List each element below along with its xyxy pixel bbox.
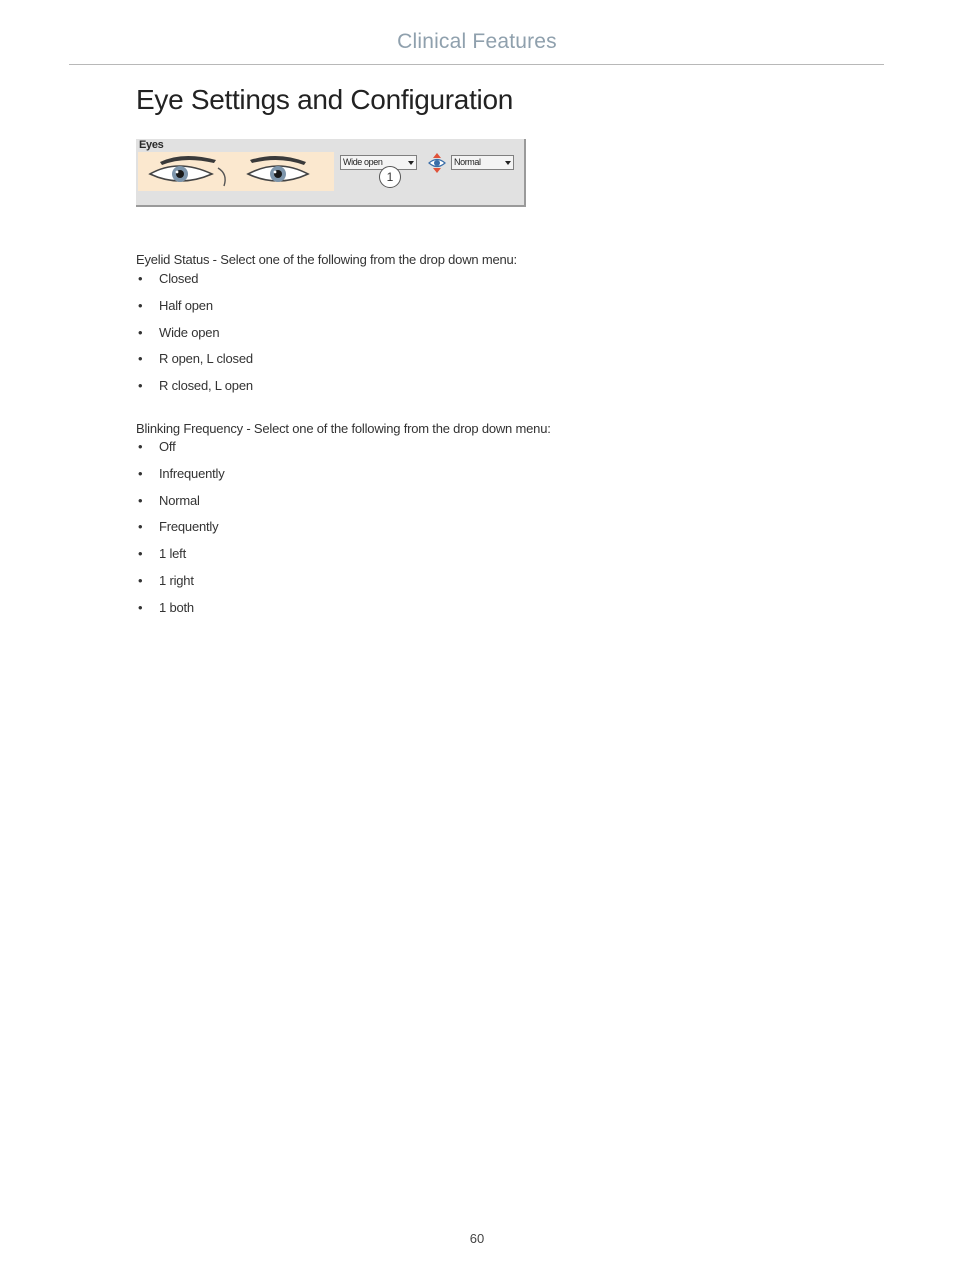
bullet-glyph: • (138, 492, 143, 508)
chevron-down-icon (408, 161, 414, 165)
eyelid-option: R closed, L open (159, 378, 253, 394)
blink-option: 1 right (159, 572, 194, 588)
bullet-glyph: • (138, 546, 143, 562)
bullet-glyph: • (138, 378, 143, 394)
callout-badge: 1 (379, 166, 401, 188)
eyelid-status-selected: Wide open (343, 157, 383, 167)
header-section-title: Clinical Features (397, 30, 557, 53)
bullet-glyph: • (138, 439, 143, 454)
eyelid-option: Wide open (159, 324, 220, 340)
bullet-glyph: • (138, 324, 143, 340)
bullet-glyph: • (138, 351, 143, 367)
eyelid-option: R open, L closed (159, 351, 253, 367)
bullet-glyph: • (138, 271, 143, 286)
header-divider (69, 64, 884, 65)
bullet-glyph: • (138, 519, 143, 535)
page-number: 60 (469, 1231, 485, 1246)
blink-option: 1 left (159, 546, 186, 562)
eyelid-status-dropdown[interactable] (340, 155, 417, 170)
bullet-glyph: • (138, 599, 143, 615)
blinking-frequency-selected: Normal (454, 157, 481, 167)
blink-option: Frequently (159, 519, 219, 535)
chevron-down-icon (505, 161, 511, 165)
blinking-frequency-dropdown[interactable] (451, 155, 514, 170)
bullet-glyph: • (138, 465, 143, 481)
eyelid-option: Half open (159, 297, 213, 313)
eyelid-option: Closed (159, 271, 199, 286)
blink-option: Infrequently (159, 465, 225, 481)
blink-option: 1 both (159, 599, 194, 615)
eyes-panel-label: Eyes (139, 139, 164, 151)
eyes-face-preview (138, 152, 334, 191)
blink-frequency-icon (428, 152, 446, 174)
eyes-illustration (138, 152, 334, 191)
blinking-frequency-intro: Blinking Frequency - Select one of the following from the drop down menu: (136, 421, 551, 436)
blink-option: Normal (159, 492, 200, 508)
page-title: Eye Settings and Configuration (136, 84, 514, 115)
bullet-glyph: • (138, 572, 143, 588)
eyes-panel (136, 139, 526, 207)
eyelid-status-intro: Eyelid Status - Select one of the following from the drop down menu: (136, 252, 517, 267)
bullet-glyph: • (138, 297, 143, 313)
blink-option: Off (159, 439, 176, 454)
